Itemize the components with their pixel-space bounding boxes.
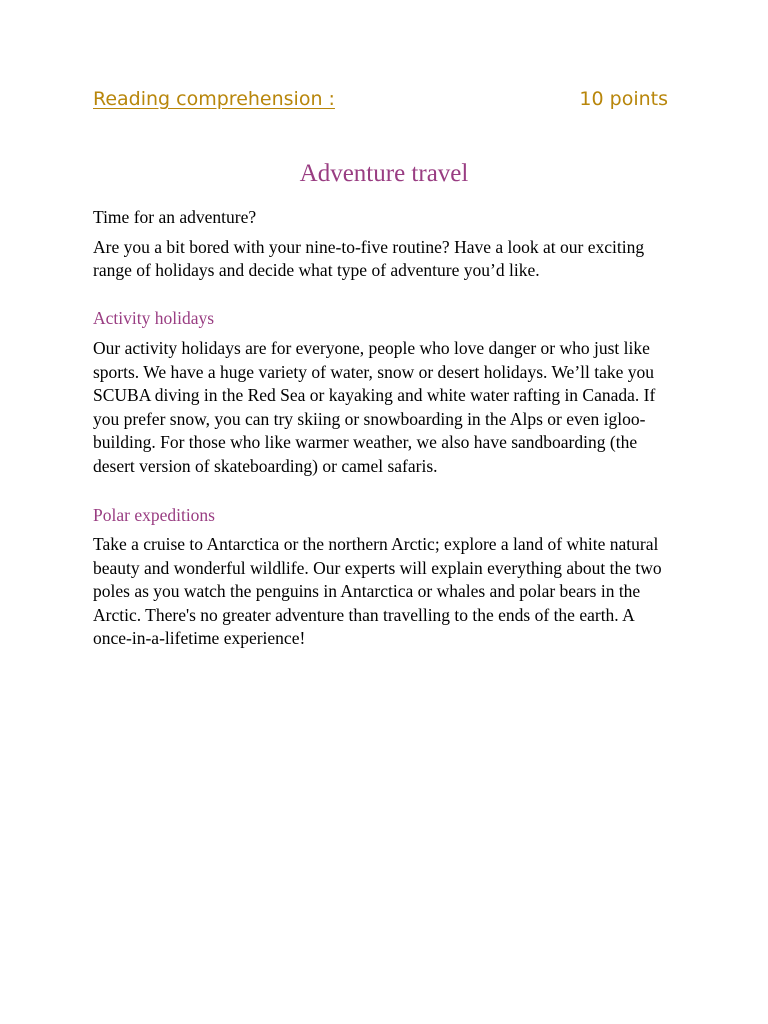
intro-section [93, 206, 673, 283]
section-heading-activity-holidays: Activity holidays [93, 308, 215, 328]
points-label: 10 points [579, 88, 668, 110]
polar-expeditions-text: Take a cruise to Antarctica or the northern Arctic; explore a land of white natural beauty and wonderful wildlife. Our experts will explain everything about the two poles as you watch the penguins in Antarctica or whales and polar bears in the Arctic. There's no greater adventure than travelling to the ends of the earth. A once-in-a-lifetime experience! [93, 534, 662, 648]
intro-paragraph: Are you a bit bored with your nine-to-five routine? Have a look at our exciting range of holidays and decide what type of adventure you’d like. [93, 236, 645, 280]
section-heading-polar-expeditions: Polar expeditions [93, 505, 215, 525]
activity-holidays-text: Our activity holidays are for everyone, people who love danger or who just like sports. We have a huge variety of water, snow or desert holidays. We’ll take you SCUBA diving in the Red Sea or kayaking and white water rafting in Canada. If you prefer snow, you can try skiing or snowboarding in the Alps or even igloo-building. For those who like warmer weather, we also have sandboarding (the desert version of skateboarding) or camel safaris. [93, 338, 656, 476]
exercise-header [93, 88, 668, 118]
page-title: Adventure travel [299, 160, 469, 187]
intro-question: Time for an adventure? [93, 207, 257, 227]
exercise-type-label: Reading comprehension : [93, 88, 335, 110]
section-paragraph-polar-expeditions [93, 533, 673, 651]
section-paragraph-activity-holidays [93, 337, 673, 478]
